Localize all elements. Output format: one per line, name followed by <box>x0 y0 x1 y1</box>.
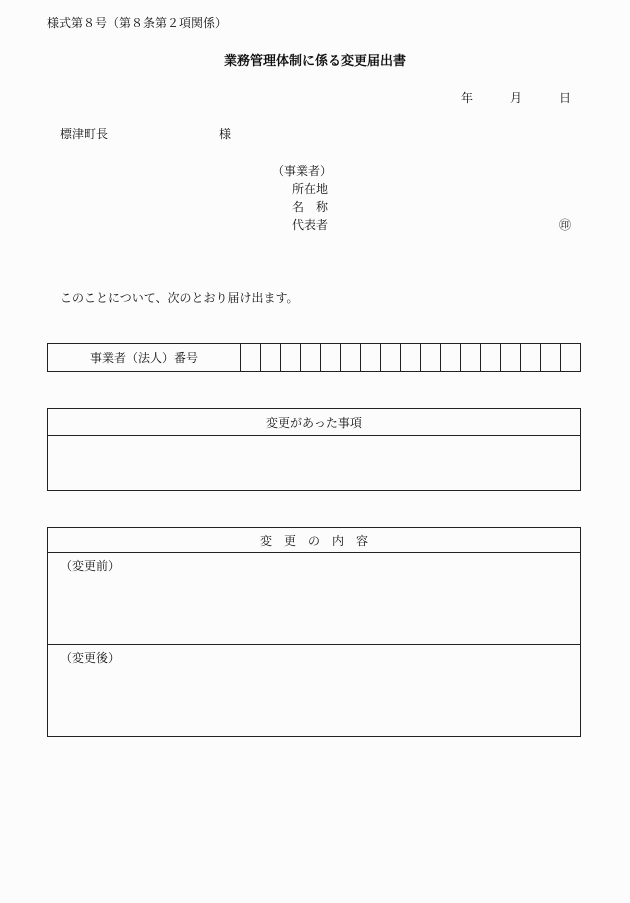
corporate-number-digit-cell[interactable] <box>281 344 301 371</box>
before-change-field[interactable] <box>48 553 580 645</box>
corporate-number-digit-cell[interactable] <box>481 344 501 371</box>
corporate-number-digit-cell[interactable] <box>321 344 341 371</box>
corporate-number-digit-cell[interactable] <box>381 344 401 371</box>
after-change-label: （変更後） <box>60 651 121 665</box>
corporate-number-digit-cell[interactable] <box>261 344 281 371</box>
corporate-number-digit-cell[interactable] <box>521 344 541 371</box>
addressee-name: 標津町長 <box>60 127 109 141</box>
before-change-label: （変更前） <box>60 559 121 573</box>
after-change-field[interactable] <box>48 645 580 736</box>
corporate-number-label: 事業者（法人）番号 <box>48 344 241 371</box>
corporate-number-digit-cell[interactable] <box>301 344 321 371</box>
corporate-number-digit-cell[interactable] <box>461 344 481 371</box>
corporate-number-digit-cell[interactable] <box>341 344 361 371</box>
representative-label: 代表者 <box>292 218 329 232</box>
corporate-number-digit-cell[interactable] <box>241 344 261 371</box>
corporate-number-digit-cell[interactable] <box>421 344 441 371</box>
corporate-number-table <box>47 343 581 372</box>
change-content-header: 変 更 の 内 容 <box>48 528 580 553</box>
change-item-box <box>47 408 581 491</box>
applicant-heading: （事業者） <box>272 164 333 178</box>
corporate-number-digit-cell[interactable] <box>541 344 561 371</box>
corporate-number-digit-cell[interactable] <box>561 344 580 371</box>
change-item-header: 変更があった事項 <box>48 409 580 436</box>
corporate-number-digit-cell[interactable] <box>441 344 461 371</box>
corporate-number-cells <box>241 344 580 371</box>
document-title: 業務管理体制に係る変更届出書 <box>223 54 406 69</box>
address-label: 所在地 <box>292 182 329 196</box>
form-number: 様式第８号（第８条第２項関係） <box>47 16 228 30</box>
seal-icon: ㊞ <box>559 218 572 232</box>
change-content-box <box>47 527 581 737</box>
date-month-label: 月 <box>510 91 523 105</box>
change-item-field[interactable] <box>48 436 580 490</box>
corporate-number-digit-cell[interactable] <box>401 344 421 371</box>
name-label: 名 称 <box>292 200 329 214</box>
corporate-number-digit-cell[interactable] <box>361 344 381 371</box>
date-day-label: 日 <box>559 91 572 105</box>
addressee-honorific: 様 <box>219 127 232 141</box>
date-year-label: 年 <box>461 91 474 105</box>
notice-text: このことについて、次のとおり届け出ます。 <box>60 291 299 305</box>
corporate-number-digit-cell[interactable] <box>501 344 521 371</box>
